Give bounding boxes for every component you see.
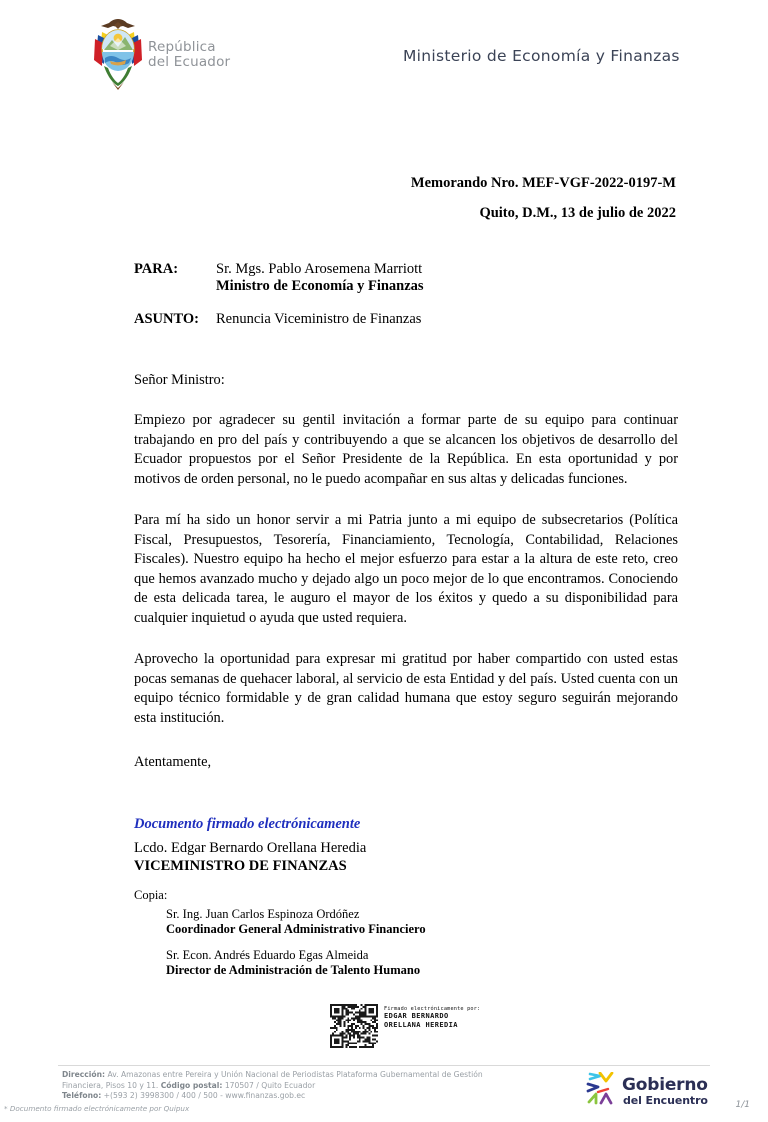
footer-divider (58, 1065, 710, 1066)
body-paragraph: Empiezo por agradecer su gentil invitación a formar parte de su equipo para continuar trabajando en pro del país y contribuyendo a que se alcancen los objetivos de desarrollo del Ecuador propuestos por el Señor Presidente de la República. En esta oportunidad y por motivos de orden personal, no le puedo acompañar en sus altas y delicadas funciones. (134, 412, 678, 487)
letter-body (134, 372, 678, 771)
copy-label: Copia: (134, 888, 168, 902)
signer-name: Lcdo. Edgar Bernardo Orellana Heredia (134, 840, 367, 856)
footer-phone-value: +(593 2) 3998300 / 400 / 500 - www.finanzas.gob.ec (101, 1091, 306, 1100)
ministry-title: Ministerio de Economía y Finanzas (403, 47, 680, 65)
ecuador-coat-of-arms-icon (88, 16, 148, 94)
asunto-row (134, 311, 694, 328)
footer-address-value: Av. Amazonas entre Pereira y Unión Nacional de Periodistas Plataforma Gubernamental de Gestión Financiera, Pisos 10 y 11. (62, 1070, 483, 1090)
signature-stamp (330, 1004, 480, 1048)
memo-place-date: Quito, D.M., 13 de julio de 2022 (479, 205, 676, 221)
footer-postal-label: Código postal: (160, 1080, 223, 1090)
stamp-signer-line2: ORELLANA HEREDIA (384, 1021, 458, 1029)
copy-block (134, 888, 574, 989)
stamp-signer-line1: EDGAR BERNARDO (384, 1012, 449, 1020)
page-number: 1/1 (735, 1100, 750, 1110)
copy-entry-role: Director de Administración de Talento Humano (166, 963, 421, 977)
para-recipient-role: Ministro de Economía y Finanzas (216, 278, 424, 294)
copy-entry-name: Sr. Econ. Andrés Eduardo Egas Almeida (166, 948, 369, 962)
salutation: Señor Ministro: (134, 372, 225, 388)
memo-number: Memorando Nro. MEF-VGF-2022-0197-M (410, 175, 676, 191)
para-label: PARA: (134, 261, 179, 277)
signature-block (134, 816, 574, 875)
asunto-value: Renuncia Viceministro de Finanzas (216, 311, 422, 327)
closing-salutation: Atentamente, (134, 754, 212, 770)
para-row (134, 261, 694, 295)
stamp-text (384, 1006, 480, 1030)
footer-address-label: Dirección: (62, 1070, 106, 1079)
republic-wordmark-line2: del Ecuador (148, 54, 231, 70)
copy-entry (166, 948, 574, 978)
body-paragraph: Aprovecho la oportunidad para expresar mi gratitud por haber compartido con usted estas pocas semanas de quehacer laboral, al servicio de esta Entidad y del país. Usted cuenta con un equipo técnico formidable y de gran calidad humana que estoy seguro seguirán mejorando esta institución. (134, 651, 678, 726)
body-paragraph: Para mí ha sido un honor servir a mi Patria junto a mi equipo de subsecretarios (Política Fiscal, Presupuestos, Tesorería, Financiamiento, Tecnología, Contabilidad, Relaciones Fiscales). Nuestro equipo ha hecho el mejor esfuerzo para estar a la altura de este reto, creo que hemos avanzado mucho y dejado algo un poco mejor de lo que encontramos. Conociendo de esta delicada tarea, le auguro el mayor de los éxitos y quedo a su disponibilidad para cualquier inquietud o ayuda que usted requiera. (134, 512, 678, 626)
stamp-caption: Firmado electrónicamente por: (384, 1006, 481, 1012)
asunto-label: ASUNTO: (134, 311, 199, 327)
gobierno-del-encuentro-logo (586, 1070, 712, 1114)
copy-entry-name: Sr. Ing. Juan Carlos Espinoza Ordóñez (166, 907, 360, 921)
footer-address (62, 1070, 492, 1102)
para-recipient-name: Sr. Mgs. Pablo Arosemena Marriott (216, 261, 423, 277)
republic-wordmark (148, 40, 230, 70)
quipux-note: * Documento firmado electrónicamente por Quipux (4, 1104, 190, 1113)
gov-logo-name: Gobierno (622, 1075, 708, 1095)
footer-phone-label: Teléfono: (62, 1091, 102, 1100)
copy-entry (166, 907, 574, 937)
addressing-block (134, 261, 694, 344)
footer-postal-value: 170507 / Quito Ecuador (222, 1080, 316, 1090)
electronic-signature-note: Documento firmado electrónicamente (134, 816, 361, 832)
qr-code-icon (330, 1004, 378, 1048)
copy-entry-role: Coordinador General Administrativo Financiero (166, 922, 426, 936)
gov-logo-subtitle: del Encuentro (623, 1094, 708, 1107)
signer-title: VICEMINISTRO DE FINANZAS (134, 858, 347, 874)
para-value (216, 261, 694, 295)
letterhead (0, 0, 768, 108)
republic-wordmark-line1: República (148, 39, 216, 55)
gov-logo-chevrons-icon (586, 1072, 620, 1112)
